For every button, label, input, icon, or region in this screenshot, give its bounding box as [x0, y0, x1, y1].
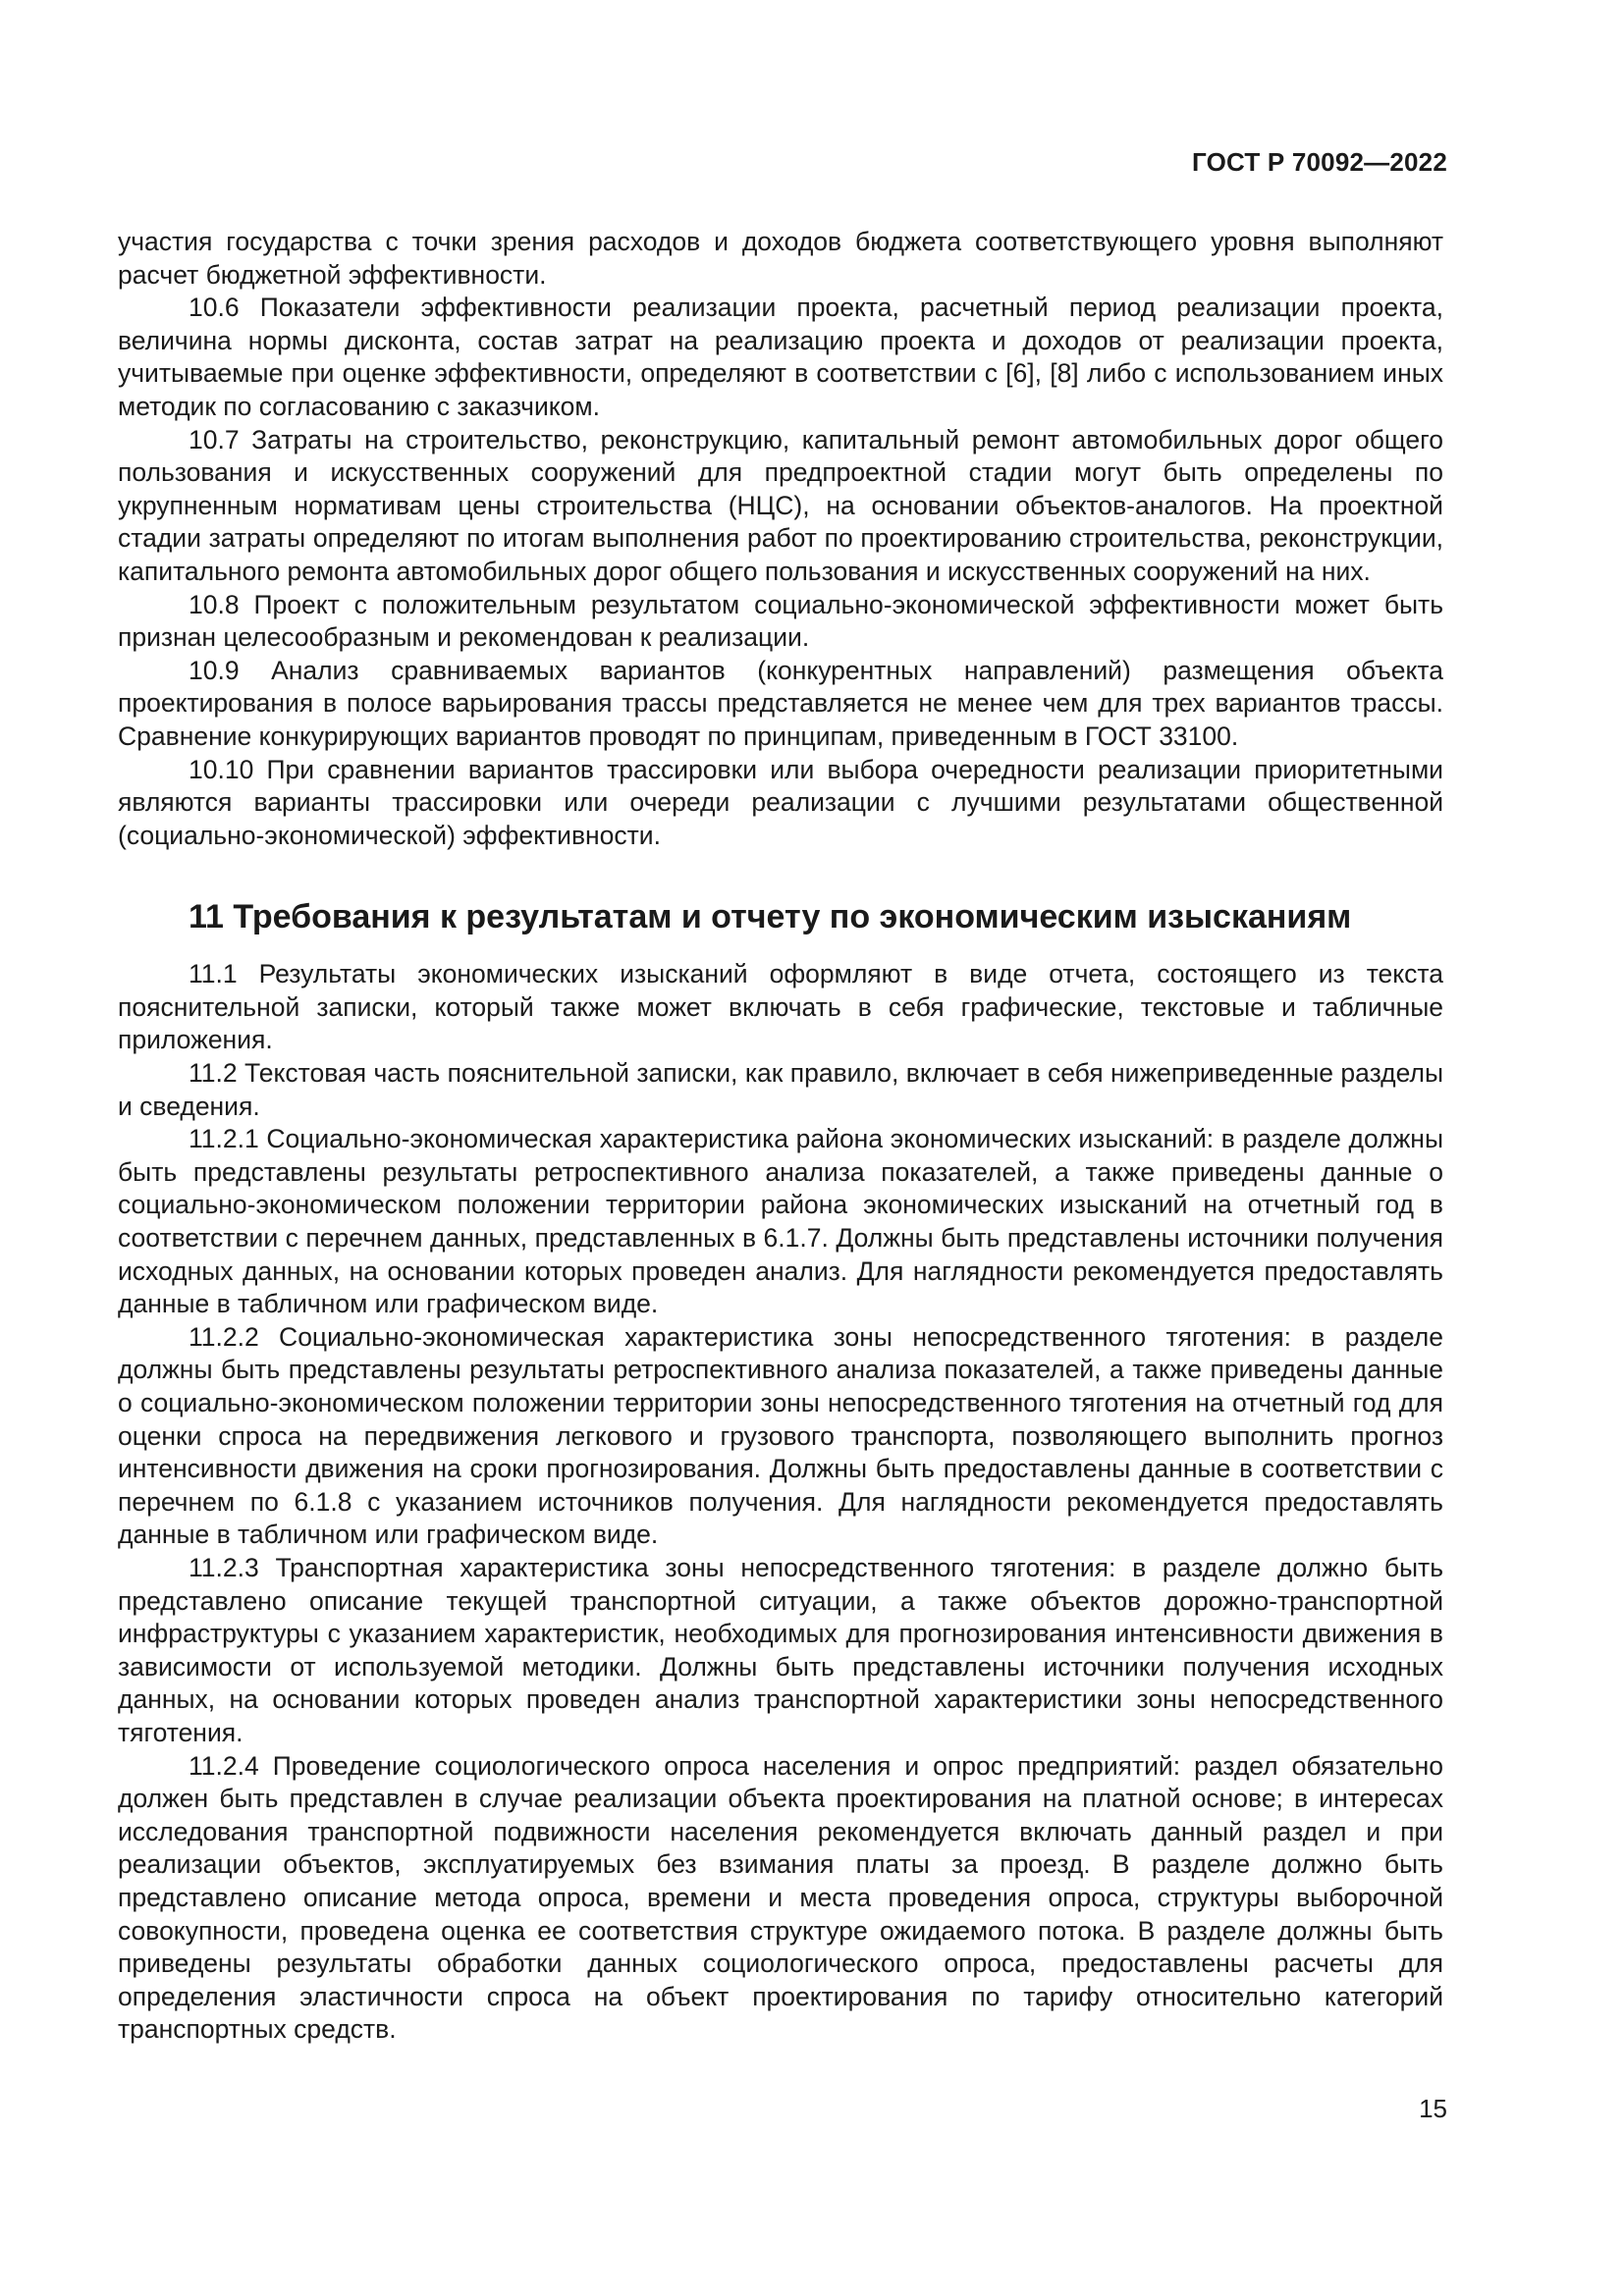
paragraph-11-2-4: 11.2.4 Проведение социологического опроса населения и опрос предприятий: раздел обязательно должен быть представлен в случае реализации объекта проектирования на платной основе; в интересах исследования транспортной подвижности населения рекомендуется включать данный раздел и при реализации объектов, эксплуатируемых без взимания платы за проезд. В разделе должно быть представлено описание метода опроса, времени и места проведения опроса, структуры выборочной совокупности, проведена оценка ее соответствия структуре ожидаемого потока. В разделе должны быть приведены результаты обработки данных социологического опроса, предоставлены расчеты для определения эластичности спроса на объект проектирования по тарифу относительно категорий транспортных средств.	[118, 1750, 1443, 2045]
paragraph-11-2-2: 11.2.2 Социально-экономическая характеристика зоны непосредственного тяготения: в разделе должны быть представлены результаты ретроспективного анализа показателей, а также приведены данные о социально-экономическом положении территории зоны непосредственного тяготения на отчетный год для оценки спроса на передвижения легкового и грузового транспорта, позволяющего выполнить прогноз интенсивности движения на сроки прогнозирования. Должны быть предоставлены данные в соответствии с перечнем по 6.1.8 с указанием источников получения. Для наглядности рекомендуется предоставлять данные в табличном или графическом виде.	[118, 1321, 1443, 1550]
paragraph-11-2-1: 11.2.1 Социально-экономическая характеристика района экономических изысканий: в разделе должны быть представлены результаты ретроспективного анализа показателей, а также приведены данные о социально-экономическом положении территории района экономических изысканий на отчетный год в соответствии с перечнем данных, представленных в 6.1.7. Должны быть представлены источники получения исходных данных, на основании которых проведен анализ. Для наглядности рекомендуется предоставлять данные в табличном или графическом виде.	[118, 1124, 1443, 1319]
paragraph-10-10: 10.10 При сравнении вариантов трассировки или выбора очередности реализации приоритетными являются варианты трассировки или очереди реализации с лучшими результатами общественной (социально-экономической) эффективности.	[118, 754, 1443, 850]
paragraph-11-2-3: 11.2.3 Транспортная характеристика зоны непосредственного тяготения: в разделе должно быть представлено описание текущей транспортной ситуации, а также объектов дорожно-транспортной инфраструктуры с указанием характеристик, необходимых для прогнозирования интенсивности движения в зависимости от используемой методики. Должны быть представлены источники получения исходных данных, на основании которых проведен анализ транспортной характеристики зоны непосредственного тяготения.	[118, 1552, 1443, 1747]
paragraph-11-2: 11.2 Текстовая часть пояснительной записки, как правило, включает в себя нижеприведенные разделы и сведения.	[118, 1058, 1443, 1121]
document-body	[118, 226, 1443, 2047]
paragraph-10-7: 10.7 Затраты на строительство, реконструкцию, капитальный ремонт автомобильных дорог общего пользования и искусственных сооружений для предпроектной стадии могут быть определены по укрупненным нормативам цены строительства (НЦС), на основании объектов-аналогов. На проектной стадии затраты определяют по итогам выполнения работ по проектированию строительства, реконструкции, капитального ремонта автомобильных дорог общего пользования и искусственных сооружений на них.	[118, 424, 1443, 586]
document-header: ГОСТ Р 70092—2022	[1192, 147, 1447, 177]
section-heading-11: 11 Требования к результатам и отчету по экономическим изысканиям	[189, 898, 1352, 936]
paragraph-11-1: 11.1 Результаты экономических изысканий оформляют в виде отчета, состоящего из текста пояснительной записки, который также может включать в себя графические, текстовые и табличные приложения.	[118, 959, 1443, 1055]
page-number: 15	[1419, 2094, 1447, 2123]
paragraph-10-6: 10.6 Показатели эффективности реализации проекта, расчетный период реализации проекта, величина нормы дисконта, состав затрат на реализацию проекта и доходов от реализации проекта, учитываемые при оценке эффективности, определяют в соответствии с [6], [8] либо с использованием иных методик по согласованию с заказчиком.	[118, 293, 1443, 421]
paragraph-10-9: 10.9 Анализ сравниваемых вариантов (конкурентных направлений) размещения объекта проектирования в полосе варьирования трассы представляется не менее чем для трех вариантов трассы. Сравнение конкурирующих вариантов проводят по принципам, приведенным в ГОСТ 33100.	[118, 655, 1443, 751]
paragraph-continuation: участия государства с точки зрения расходов и доходов бюджета соответствующего уровня выполняют расчет бюджетной эффективности.	[118, 227, 1443, 290]
paragraph-10-8: 10.8 Проект с положительным результатом социально-экономической эффективности может быть признан целесообразным и рекомендован к реализации.	[118, 589, 1443, 653]
